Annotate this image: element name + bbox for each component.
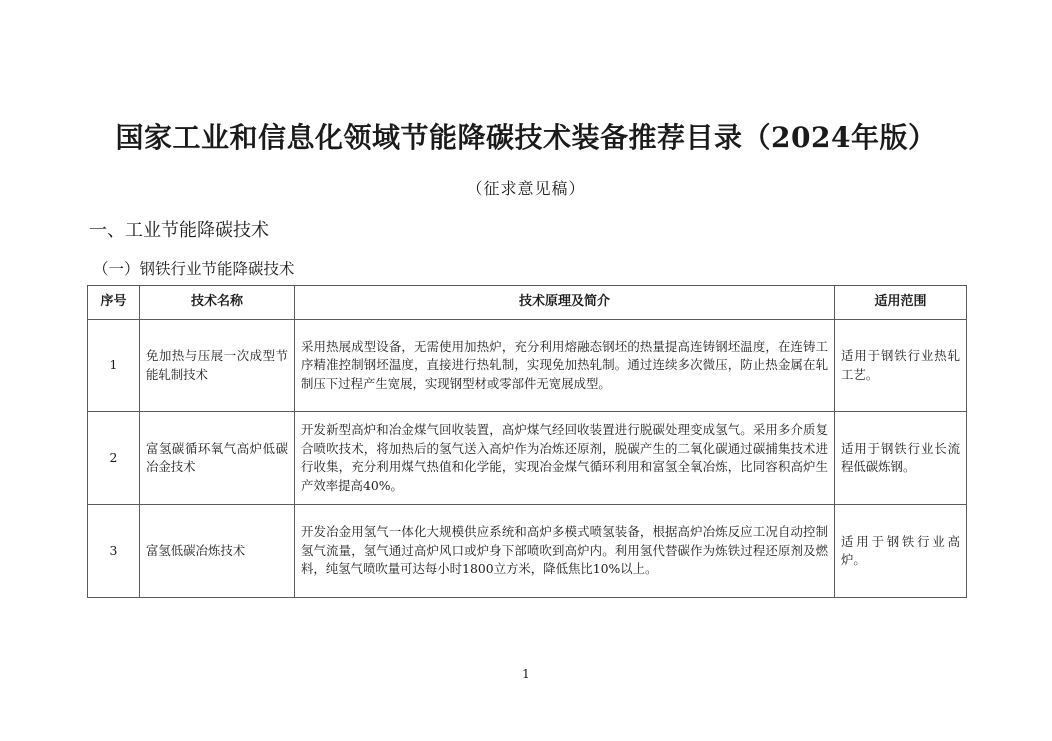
row-tech-name: 富氢碳循环氧气高炉低碳冶金技术 <box>140 412 295 505</box>
header-desc: 技术原理及简介 <box>295 286 835 320</box>
row-description: 采用热展成型设备，无需使用加热炉，充分利用熔融态钢坯的热量提高连铸钢坯温度，在连铸工序精准控制钢坯温度，直接进行热轧制，实现免加热轧制。通过连续多次微压，防止热金属在轧制压下过程产生宽展，实现钢型材或零部件无宽展成型。 <box>295 320 835 412</box>
row-tech-name: 免加热与压展一次成型节能轧制技术 <box>140 320 295 412</box>
header-num: 序号 <box>88 286 140 320</box>
row-num: 2 <box>88 412 140 505</box>
technology-table <box>87 285 967 598</box>
table-header-row <box>88 286 967 320</box>
page-number: 1 <box>522 667 530 681</box>
document-subtitle: （征求意见稿） <box>466 179 586 198</box>
row-scope: 适用于钢铁行业热轧工艺。 <box>835 320 967 412</box>
table-row <box>88 320 967 412</box>
table-row <box>88 505 967 598</box>
row-tech-name: 富氢低碳冶炼技术 <box>140 505 295 598</box>
subsection-heading: （一）钢铁行业节能降碳技术 <box>93 260 295 278</box>
header-scope: 适用范围 <box>835 286 967 320</box>
document-title: 国家工业和信息化领域节能降碳技术装备推荐目录（2024年版） <box>115 121 937 154</box>
row-description: 开发新型高炉和冶金煤气回收装置，高炉煤气经回收装置进行脱碳处理变成氢气。采用多介质复合喷吹技术，将加热后的氢气送入高炉作为冶炼还原剂，脱碳产生的二氧化碳通过碳捕集技术进行收集，充分利用煤气热值和化学能，实现冶金煤气循环利用和富氢全氧冶炼，比同容积高炉生产效率提高40%。 <box>295 412 835 505</box>
section-heading: 一、工业节能降碳技术 <box>89 220 269 241</box>
row-scope: 适用于钢铁行业长流程低碳炼钢。 <box>835 412 967 505</box>
header-name: 技术名称 <box>140 286 295 320</box>
row-num: 3 <box>88 505 140 598</box>
row-num: 1 <box>88 320 140 412</box>
row-description: 开发冶金用氢气一体化大规模供应系统和高炉多模式喷氢装备，根据高炉冶炼反应工况自动控制氢气流量，氢气通过高炉风口或炉身下部喷吹到高炉内。利用氢代替碳作为炼铁过程还原剂及燃料，纯氢气喷吹量可达每小时1800立方米，降低焦比10%以上。 <box>295 505 835 598</box>
row-scope: 适用于钢铁行业高炉。 <box>835 505 967 598</box>
table-row <box>88 412 967 505</box>
